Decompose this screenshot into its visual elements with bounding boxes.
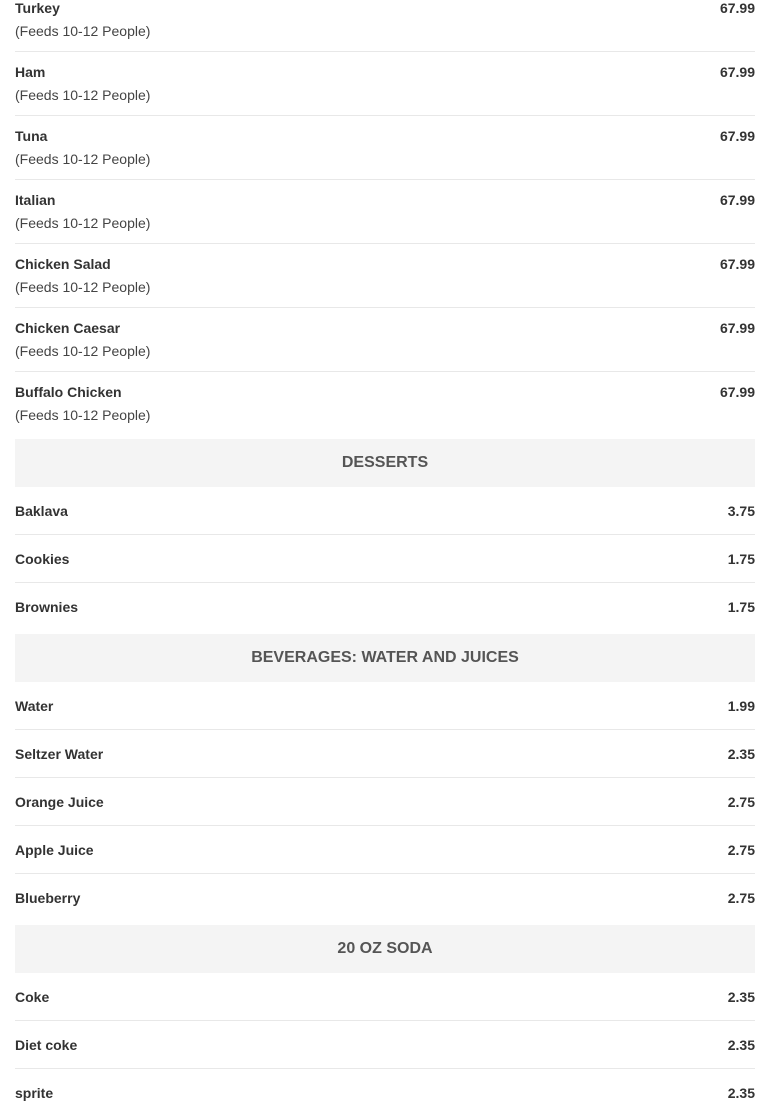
menu-item-info — [15, 244, 150, 295]
menu-item-name: Blueberry — [15, 890, 81, 906]
menu-item-info — [15, 308, 150, 359]
menu-item-price: 2.35 — [727, 1037, 755, 1053]
menu-item-price: 3.75 — [727, 503, 755, 519]
menu-item-description: (Feeds 10-12 People) — [15, 343, 151, 359]
menu-item[interactable] — [15, 308, 755, 372]
menu-item-info — [15, 874, 80, 906]
menu-item-name: Coke — [15, 989, 50, 1005]
menu-item-price: 67.99 — [719, 320, 755, 336]
menu-item[interactable] — [15, 1021, 755, 1069]
menu-item[interactable] — [15, 973, 755, 1021]
menu-section — [15, 925, 755, 1115]
menu-item-price: 1.75 — [727, 551, 755, 567]
menu-item[interactable] — [15, 1069, 755, 1115]
menu-item-info — [15, 372, 150, 423]
menu-item[interactable] — [15, 730, 755, 778]
menu-item[interactable] — [15, 778, 755, 826]
menu-item[interactable] — [15, 487, 755, 535]
menu-item-info — [15, 583, 78, 615]
menu-item[interactable] — [15, 372, 755, 435]
menu-item-info — [15, 487, 68, 519]
menu-item-price: 67.99 — [719, 256, 755, 272]
menu-item-name: Chicken Caesar — [15, 320, 121, 336]
menu-item-description: (Feeds 10-12 People) — [15, 151, 151, 167]
menu-item-name: Diet coke — [15, 1037, 78, 1053]
menu-item-name: Buffalo Chicken — [15, 384, 122, 400]
menu-item-price: 2.35 — [727, 1085, 755, 1101]
menu-item-name: Chicken Salad — [15, 256, 111, 272]
menu-item-description: (Feeds 10-12 People) — [15, 279, 151, 295]
menu-item-info — [15, 826, 94, 858]
menu-item-info — [15, 180, 150, 231]
menu-item[interactable] — [15, 0, 755, 52]
menu-item-info — [15, 778, 104, 810]
menu-item-info — [15, 682, 53, 714]
menu-item[interactable] — [15, 244, 755, 308]
menu-item-info — [15, 535, 69, 567]
menu-item-price: 2.75 — [727, 842, 755, 858]
menu-item-name: Brownies — [15, 599, 79, 615]
menu-item-name: Baklava — [15, 503, 68, 519]
menu-item-price: 67.99 — [719, 0, 755, 16]
menu-item-name: Cookies — [15, 551, 70, 567]
menu-item[interactable] — [15, 826, 755, 874]
menu-item-info — [15, 973, 49, 1005]
menu-item-price: 2.75 — [727, 890, 755, 906]
menu-item-price: 2.35 — [727, 989, 755, 1005]
menu-item-name: Ham — [15, 64, 46, 80]
menu-item-price: 67.99 — [719, 64, 755, 80]
menu-item[interactable] — [15, 116, 755, 180]
menu-section — [15, 439, 755, 630]
menu-section — [15, 0, 755, 435]
menu-item-info — [15, 52, 150, 103]
menu-item-price: 67.99 — [719, 128, 755, 144]
menu-item-description: (Feeds 10-12 People) — [15, 215, 151, 231]
menu-item-price: 1.75 — [727, 599, 755, 615]
menu-item[interactable] — [15, 52, 755, 116]
menu-item-name: Apple Juice — [15, 842, 94, 858]
menu-item-info — [15, 0, 150, 39]
menu-item-price: 67.99 — [719, 192, 755, 208]
menu-item-description: (Feeds 10-12 People) — [15, 87, 151, 103]
section-header: BEVERAGES: WATER AND JUICES — [15, 634, 755, 682]
menu-item-price: 2.35 — [727, 746, 755, 762]
menu-item-info — [15, 730, 103, 762]
menu-item-info — [15, 1069, 53, 1101]
menu-item-name: Turkey — [15, 0, 60, 16]
menu-item-description: (Feeds 10-12 People) — [15, 23, 151, 39]
menu-item-name: sprite — [15, 1085, 54, 1101]
menu-item-price: 2.75 — [727, 794, 755, 810]
menu-item-price: 67.99 — [719, 384, 755, 400]
menu-section — [15, 634, 755, 921]
section-header: DESSERTS — [15, 439, 755, 487]
menu-item-price: 1.99 — [727, 698, 755, 714]
menu-item-description: (Feeds 10-12 People) — [15, 407, 151, 423]
menu-item-info — [15, 116, 150, 167]
menu-item-name: Water — [15, 698, 54, 714]
menu-item[interactable] — [15, 682, 755, 730]
menu-item[interactable] — [15, 535, 755, 583]
menu-item[interactable] — [15, 180, 755, 244]
menu-item-name: Tuna — [15, 128, 48, 144]
menu-item[interactable] — [15, 583, 755, 630]
section-header: 20 OZ SODA — [15, 925, 755, 973]
menu-item-info — [15, 1021, 77, 1053]
menu-list — [15, 0, 755, 1115]
menu-item-name: Italian — [15, 192, 56, 208]
menu-item-name: Orange Juice — [15, 794, 104, 810]
menu-item-name: Seltzer Water — [15, 746, 104, 762]
menu-item[interactable] — [15, 874, 755, 921]
